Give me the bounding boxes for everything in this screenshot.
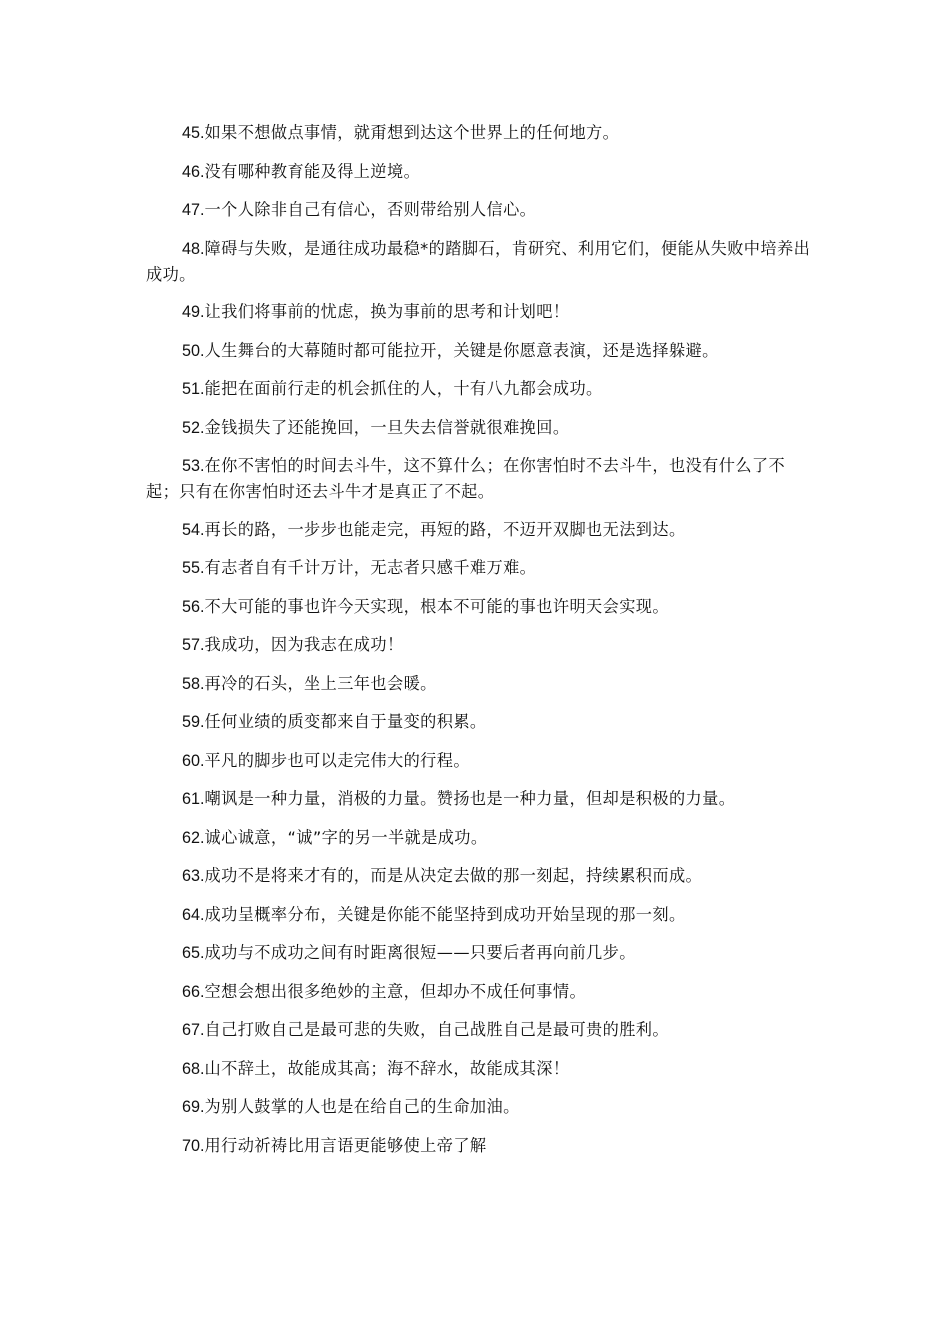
item-number: 52. [182,418,205,437]
list-item [146,671,814,697]
list-item [146,902,814,928]
list-item [146,709,814,735]
item-text: 在你不害怕的时间去斗牛，这不算什么；在你害怕时不去斗牛，也没有什么了不起；只有在你害怕时还去斗牛才是真正了不起。 [146,456,786,501]
item-text: 没有哪种教育能及得上逆境。 [204,161,421,181]
list-item [146,159,814,185]
item-number: 63. [182,867,205,885]
item-text: 诚心诚意，“诚”字的另一半就是成功。 [204,827,488,847]
list-item [146,940,814,966]
list-item [146,415,814,441]
item-text: 如果不想做点事情，就甭想到达这个世界上的任何地方。 [204,123,620,142]
item-number: 67. [182,1021,205,1039]
item-text: 嘲讽是一种力量，消极的力量。赞扬也是一种力量，但却是积极的力量。 [204,789,736,808]
list-item [146,236,814,287]
item-number: 55. [182,559,205,577]
item-number: 49. [182,303,205,321]
list-item [146,1056,814,1082]
item-number: 45. [182,124,205,142]
item-text: 山不辞土，故能成其高；海不辞水，故能成其深！ [204,1058,570,1078]
list-item [146,1133,814,1159]
item-text: 人生舞台的大幕随时都可能拉开，关键是你愿意表演，还是选择躲避。 [204,340,719,360]
item-number: 66. [182,982,205,1001]
item-number: 65. [182,944,205,962]
item-text: 成功不是将来才有的，而是从决定去做的那一刻起，持续累积而成。 [204,866,703,885]
list-item [146,1094,814,1120]
item-text: 障碍与失败，是通往成功最稳*的踏脚石，肯研究、利用它们，便能从失败中培养出成功。 [146,238,811,284]
item-text: 为别人鼓掌的人也是在给自己的生命加油。 [204,1097,520,1116]
item-number: 69. [182,1098,205,1116]
list-item [146,299,814,325]
item-number: 68. [182,1059,205,1078]
list-item [146,825,814,851]
item-text: 一个人除非自己有信心，否则带给别人信心。 [204,200,537,219]
list-item [146,197,814,223]
list-item [146,555,814,581]
list-item [146,863,814,889]
item-number: 48. [182,239,205,258]
item-text: 自己打败自己是最可悲的失败，自己战胜自己是最可贵的胜利。 [204,1020,669,1039]
list-item [146,120,814,146]
quote-list [146,120,814,1171]
list-item [146,979,814,1005]
item-number: 54. [182,520,205,539]
item-number: 47. [182,201,205,219]
item-text: 用行动祈祷比用言语更能够使上帝了解 [204,1135,487,1155]
item-text: 让我们将事前的忧虑，换为事前的思考和计划吧！ [204,302,570,321]
item-number: 64. [182,905,205,924]
item-text: 有志者自有千计万计，无志者只感千难万难。 [204,558,537,577]
item-number: 51. [182,380,205,398]
item-text: 任何业绩的质变都来自于量变的积累。 [204,712,487,731]
item-text: 再长的路，一步步也能走完，再短的路，不迈开双脚也无法到达。 [204,519,686,539]
item-text: 空想会想出很多绝妙的主意，但却办不成任何事情。 [204,981,587,1001]
list-item [146,453,814,504]
item-number: 70. [182,1136,205,1155]
item-number: 61. [182,790,205,808]
item-number: 60. [182,751,205,770]
list-item [146,748,814,774]
list-item [146,786,814,812]
item-text: 不大可能的事也许今天实现，根本不可能的事也许明天会实现。 [204,596,669,616]
item-text: 我成功，因为我志在成功！ [204,635,404,654]
item-number: 50. [182,341,205,360]
item-text: 成功呈概率分布，关键是你能不能坚持到成功开始呈现的那一刻。 [204,904,686,924]
list-item [146,594,814,620]
list-item [146,1017,814,1043]
item-number: 46. [182,162,205,181]
list-item [146,376,814,402]
list-item [146,632,814,658]
item-text: 金钱损失了还能挽回，一旦失去信誉就很难挽回。 [204,417,570,437]
item-number: 59. [182,713,205,731]
list-item [146,338,814,364]
item-text: 平凡的脚步也可以走完伟大的行程。 [204,750,470,770]
item-text: 成功与不成功之间有时距离很短——只要后者再向前几步。 [204,943,636,962]
item-number: 56. [182,597,205,616]
item-text: 再冷的石头，坐上三年也会暖。 [204,673,437,693]
item-number: 62. [182,828,205,847]
list-item [146,517,814,543]
item-number: 58. [182,674,205,693]
item-number: 57. [182,636,205,654]
item-text: 能把在面前行走的机会抓住的人，十有八九都会成功。 [204,379,603,398]
item-number: 53. [182,457,205,475]
